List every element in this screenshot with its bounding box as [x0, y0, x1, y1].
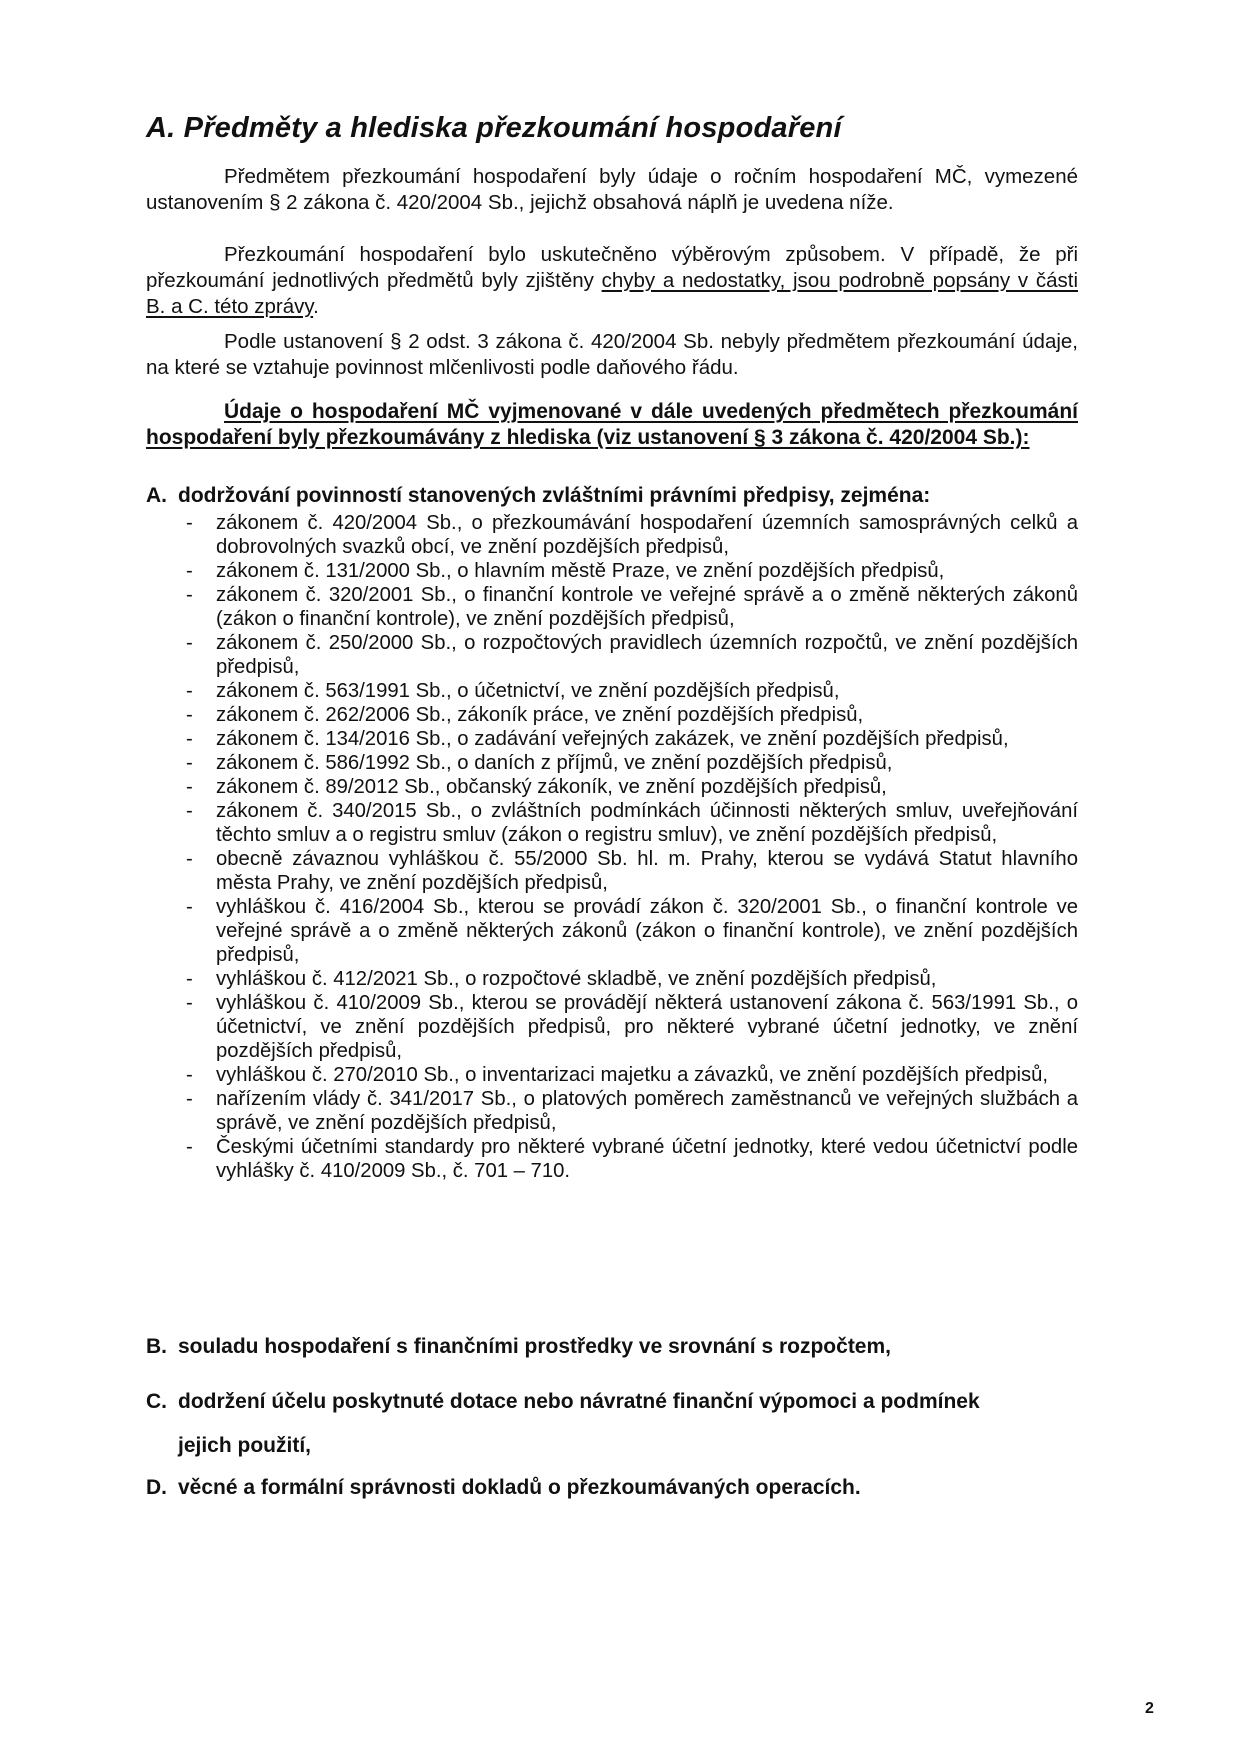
list-item-text: zákonem č. 262/2006 Sb., zákoník práce, ve znění pozdějších předpisů, [216, 704, 864, 726]
section-b-letter: B. [146, 1335, 167, 1358]
list-item-text: zákonem č. 563/1991 Sb., o účetnictví, ve znění pozdějších předpisů, [216, 680, 840, 702]
list-item [182, 991, 1078, 1063]
list-dash: - [186, 1088, 193, 1110]
list-item [182, 703, 1078, 727]
section-a-letter: A. [146, 484, 167, 507]
list-item-text: vyhláškou č. 270/2010 Sb., o inventarizaci majetku a závazků, ve znění pozdějších předpisů, [216, 1064, 1049, 1086]
list-dash: - [186, 704, 193, 726]
list-item-text: zákonem č. 131/2000 Sb., o hlavním městě Praze, ve znění pozdějších předpisů, [216, 560, 945, 582]
paragraph-exemption [146, 329, 1078, 381]
paragraph-method-text: Přezkoumání hospodaření bylo uskutečněno výběrovým způsobem. V případě, že při přezkoumání jednotlivých předmětů byly zjištěny [146, 243, 1078, 292]
section-c-letter: C. [146, 1390, 167, 1413]
list-dash: - [186, 896, 193, 918]
list-dash: - [186, 728, 193, 750]
list-dash: - [186, 560, 193, 582]
section-c-continuation: jejich použití, [178, 1434, 312, 1457]
list-dash: - [186, 968, 193, 990]
paragraph-method-end: . [313, 295, 319, 318]
section-d-letter: D. [146, 1476, 167, 1499]
list-item-text: obecně závaznou vyhláškou č. 55/2000 Sb. hl. m. Prahy, kterou se vydává Statut hlavního města Prahy, ve znění pozdějších předpisů, [216, 848, 1078, 894]
section-c-text: dodržení účelu poskytnuté dotace nebo návratné finanční výpomoci a podmínek [178, 1390, 980, 1413]
list-dash: - [186, 752, 193, 774]
list-item-text: vyhláškou č. 412/2021 Sb., o rozpočtové skladbě, ve znění pozdějších předpisů, [216, 968, 937, 990]
section-a-text: dodržování povinností stanovených zvláštními právními předpisy, zejména: [178, 484, 931, 507]
list-item-text: zákonem č. 89/2012 Sb., občanský zákoník, ve znění pozdějších předpisů, [216, 776, 887, 798]
review-aspects-intro-text: Údaje o hospodaření MČ vyjmenované v dále uvedených předmětech přezkoumání hospodaření byly přezkoumávány z hlediska (viz ustanovení § 3 zákona č. 420/2004 Sb.): [146, 400, 1078, 449]
legal-regulations-list [182, 511, 1078, 1183]
list-item [182, 727, 1078, 751]
list-item [182, 799, 1078, 847]
page-number: 2 [1145, 1700, 1154, 1717]
list-item [182, 967, 1078, 991]
list-item [182, 895, 1078, 967]
list-dash: - [186, 680, 193, 702]
list-item [182, 679, 1078, 703]
section-c [146, 1380, 1086, 1468]
list-dash: - [186, 992, 193, 1014]
list-item [182, 847, 1078, 895]
list-item-text: zákonem č. 320/2001 Sb., o finanční kontrole ve veřejné správě a o změně některých zákonů (zákon o finanční kontrole), ve znění pozdějších předpisů, [216, 584, 1078, 630]
paragraph-exemption-text: Podle ustanovení § 2 odst. 3 zákona č. 420/2004 Sb. nebyly předmětem přezkoumání údaje, na které se vztahuje povinnost mlčenlivosti podle daňového řádu. [146, 330, 1078, 379]
list-item [182, 559, 1078, 583]
list-item [182, 511, 1078, 559]
list-dash: - [186, 584, 193, 606]
list-item [182, 751, 1078, 775]
list-dash: - [186, 632, 193, 654]
list-dash: - [186, 1064, 193, 1086]
section-d [146, 1474, 1086, 1502]
list-item-text: vyhláškou č. 416/2004 Sb., kterou se provádí zákon č. 320/2001 Sb., o finanční kontrole ve veřejné správě a o změně některých zákonů (zákon o finanční kontrole), ve znění pozdějších předpisů, [216, 896, 1078, 966]
list-item [182, 631, 1078, 679]
list-item-text: nařízením vlády č. 341/2017 Sb., o platových poměrech zaměstnanců ve veřejných službách a správě, ve znění pozdějších předpisů, [216, 1088, 1078, 1134]
list-item-text: vyhláškou č. 410/2009 Sb., kterou se provádějí některá ustanovení zákona č. 563/1991 Sb., o účetnictví, ve znění pozdějších předpisů, pro některé vybrané účetní jednotky, ve znění pozdějších předpisů, [216, 992, 1078, 1062]
section-a [146, 482, 1086, 510]
paragraph-method [146, 242, 1078, 320]
section-b-text: souladu hospodaření s finančními prostředky ve srovnání s rozpočtem, [178, 1335, 891, 1358]
list-item-text: zákonem č. 134/2016 Sb., o zadávání veřejných zakázek, ve znění pozdějších předpisů, [216, 728, 1009, 750]
list-item [182, 1135, 1078, 1183]
list-item-text: zákonem č. 340/2015 Sb., o zvláštních podmínkách účinnosti některých smluv, uveřejňování těchto smluv a o registru smluv (zákon o registru smluv), ve znění pozdějších předpisů, [216, 800, 1078, 846]
list-item-text: zákonem č. 586/1992 Sb., o daních z příjmů, ve znění pozdějších předpisů, [216, 752, 893, 774]
list-item [182, 583, 1078, 631]
list-dash: - [186, 1136, 193, 1158]
list-dash: - [186, 776, 193, 798]
section-b [146, 1333, 1086, 1361]
review-aspects-intro [146, 399, 1078, 451]
list-item-text: Českými účetními standardy pro některé vybrané účetní jednotky, které vedou účetnictví podle vyhlášky č. 410/2009 Sb., č. 701 – 710. [216, 1136, 1078, 1182]
section-heading: A. Předměty a hlediska přezkoumání hospodaření [146, 112, 842, 144]
list-dash: - [186, 800, 193, 822]
list-item [182, 1087, 1078, 1135]
list-dash: - [186, 848, 193, 870]
paragraph-subject [146, 164, 1078, 216]
section-d-text: věcné a formální správnosti dokladů o přezkoumávaných operacích. [178, 1476, 861, 1499]
list-item [182, 775, 1078, 799]
list-item [182, 1063, 1078, 1087]
paragraph-method-underlined: chyby a nedostatky, jsou podrobně popsány v části B. a C. této zprávy [146, 269, 1078, 318]
paragraph-subject-text: Předmětem přezkoumání hospodaření byly údaje o ročním hospodaření MČ, vymezené ustanovením § 2 zákona č. 420/2004 Sb., jejichž obsahová náplň je uvedena níže. [146, 165, 1078, 214]
list-dash: - [186, 512, 193, 534]
list-item-text: zákonem č. 250/2000 Sb., o rozpočtových pravidlech územních rozpočtů, ve znění pozdějších předpisů, [216, 632, 1078, 678]
list-item-text: zákonem č. 420/2004 Sb., o přezkoumávání hospodaření územních samosprávných celků a dobrovolných svazků obcí, ve znění pozdějších předpisů, [216, 512, 1078, 558]
